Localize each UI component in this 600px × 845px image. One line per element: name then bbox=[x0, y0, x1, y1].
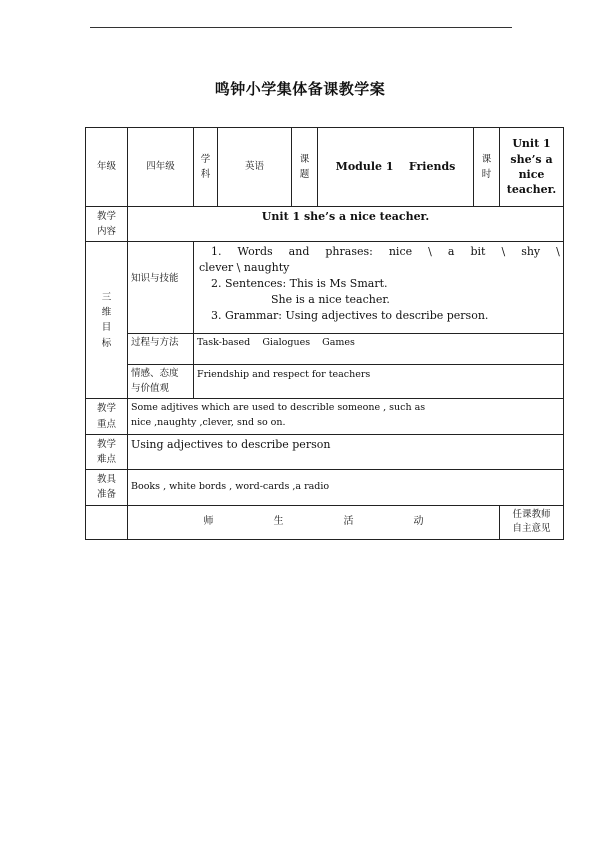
emotion-value: Friendship and respect for teachers bbox=[194, 365, 564, 399]
lesson-plan-table bbox=[85, 127, 564, 540]
activities-blank-cell bbox=[86, 505, 128, 539]
knowledge-line-4: She is a nice teacher. bbox=[271, 293, 390, 307]
table-row-header bbox=[86, 128, 564, 207]
knowledge-line-1: 1. Words and phrases: nice \ a bit \ shy \ bbox=[211, 245, 560, 259]
table-row-content bbox=[86, 207, 564, 242]
table-row-knowledge bbox=[86, 242, 564, 334]
teacher-note-heading: 任课教师 自主意见 bbox=[500, 505, 564, 539]
knowledge-line-5: 3. Grammar: Using adjectives to describe person. bbox=[211, 309, 489, 323]
table-row-materials bbox=[86, 470, 564, 505]
table-row-difficulties bbox=[86, 434, 564, 469]
key-points-label: 教学 重点 bbox=[86, 399, 128, 434]
key-points-value: Some adjtives which are used to describle someone , such as nice ,naughty ,clever, snd so on. bbox=[128, 399, 564, 434]
content-label: 教学 内容 bbox=[86, 207, 128, 242]
subject-label: 学 科 bbox=[194, 128, 218, 207]
table-row-process bbox=[86, 334, 564, 365]
grade-label: 年级 bbox=[86, 128, 128, 207]
subject-value: 英语 bbox=[218, 128, 292, 207]
topic-label: 课 题 bbox=[292, 128, 318, 207]
difficulties-label: 教学 难点 bbox=[86, 434, 128, 469]
page-title: 鸣钟小学集体备课教学案 bbox=[214, 80, 386, 98]
process-value: Task-based Gialogues Games bbox=[194, 334, 564, 365]
materials-value: Books , white bords , word-cards ,a radio bbox=[128, 470, 564, 505]
table-row-activities bbox=[86, 505, 564, 539]
content-value: Unit 1 she’s a nice teacher. bbox=[128, 207, 564, 242]
process-label: 过程与方法 bbox=[128, 334, 194, 365]
grade-value: 四年级 bbox=[128, 128, 194, 207]
knowledge-value bbox=[194, 242, 564, 334]
table-row-key-points bbox=[86, 399, 564, 434]
period-label: 课 时 bbox=[474, 128, 500, 207]
objectives-label: 三 维 目 标 bbox=[86, 242, 128, 399]
knowledge-label: 知识与技能 bbox=[128, 242, 194, 334]
topic-value: Module 1 Friends bbox=[318, 128, 474, 207]
activities-heading: 师 生 活 动 bbox=[128, 505, 500, 539]
emotion-label: 情感、态度 与价值观 bbox=[128, 365, 194, 399]
materials-label: 教具 准备 bbox=[86, 470, 128, 505]
period-value: Unit 1 she’s a nice teacher. bbox=[500, 128, 564, 207]
knowledge-line-2: clever \ naughty bbox=[199, 261, 290, 275]
difficulties-value: Using adjectives to describe person bbox=[128, 434, 564, 469]
header-rule bbox=[90, 27, 512, 28]
table-row-emotion bbox=[86, 365, 564, 399]
knowledge-line-3: 2. Sentences: This is Ms Smart. bbox=[211, 277, 388, 291]
